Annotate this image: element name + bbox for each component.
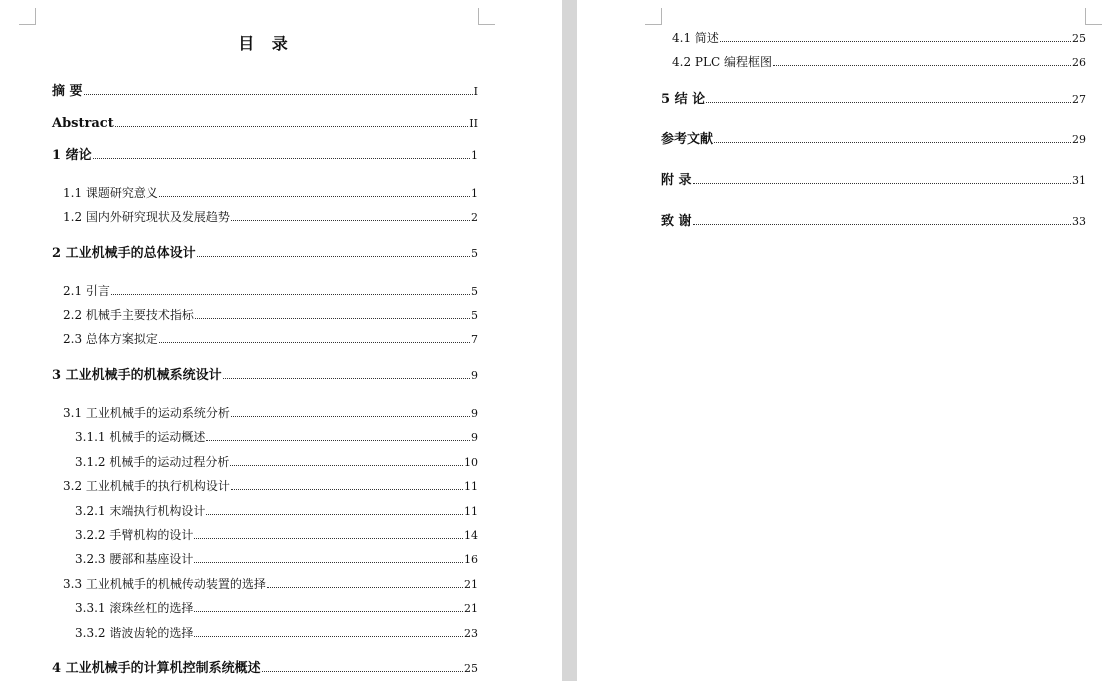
toc-entry-appendix[interactable]: 附 录 31 bbox=[661, 173, 1086, 188]
toc-entry-3-2-1[interactable]: 3.2.1 末端执行机构设计 11 bbox=[75, 504, 478, 518]
toc-entry-3-2[interactable]: 3.2 工业机械手的执行机构设计 11 bbox=[63, 479, 478, 493]
toc-leader bbox=[231, 479, 463, 490]
page-gutter bbox=[562, 0, 577, 681]
toc-entry-3-2-3[interactable]: 3.2.3 腰部和基座设计 16 bbox=[75, 552, 478, 566]
toc-entry-2-2[interactable]: 2.2 机械手主要技术指标 5 bbox=[63, 308, 478, 322]
toc-entry-3-3-2[interactable]: 3.3.2 谐波齿轮的选择 23 bbox=[75, 626, 478, 640]
toc-entry-chapter-1[interactable]: 1 绪论 1 bbox=[52, 148, 478, 163]
toc-leader bbox=[111, 284, 470, 295]
toc-leader bbox=[773, 55, 1071, 66]
crop-mark-top-right bbox=[478, 8, 495, 25]
toc-entry-acknowledgements[interactable]: 致 谢 33 bbox=[661, 214, 1086, 229]
toc-leader bbox=[262, 661, 463, 672]
toc-entry-references[interactable]: 参考文献 29 bbox=[661, 132, 1086, 147]
toc-leader bbox=[194, 528, 463, 539]
toc-entry-chapter-5[interactable]: 5 结 论 27 bbox=[661, 92, 1086, 107]
toc-entry-2-1[interactable]: 2.1 引言 5 bbox=[63, 284, 478, 298]
toc-entry-chapter-4[interactable]: 4 工业机械手的计算机控制系统概述 25 bbox=[52, 661, 478, 676]
toc-entry-3-1[interactable]: 3.1 工业机械手的运动系统分析 9 bbox=[63, 406, 478, 420]
toc-entry-3-1-2[interactable]: 3.1.2 机械手的运动过程分析 10 bbox=[75, 455, 478, 469]
toc-entry-3-2-2[interactable]: 3.2.2 手臂机构的设计 14 bbox=[75, 528, 478, 542]
toc-leader bbox=[223, 368, 470, 379]
toc-entry-chapter-3[interactable]: 3 工业机械手的机械系统设计 9 bbox=[52, 368, 478, 383]
toc-entry-1-2[interactable]: 1.2 国内外研究现状及发展趋势 2 bbox=[63, 210, 478, 224]
crop-mark-top-left bbox=[19, 8, 36, 25]
toc-entry-2-3[interactable]: 2.3 总体方案拟定 7 bbox=[63, 332, 478, 346]
toc-leader bbox=[159, 332, 470, 343]
toc-entry-1-1[interactable]: 1.1 课题研究意义 1 bbox=[63, 186, 478, 200]
toc-leader bbox=[693, 173, 1071, 184]
toc-leader bbox=[115, 116, 469, 127]
toc-entry-3-1-1[interactable]: 3.1.1 机械手的运动概述 9 bbox=[75, 430, 478, 444]
toc-entry-4-1[interactable]: 4.1 简述 25 bbox=[672, 31, 1086, 45]
toc-leader bbox=[206, 430, 470, 441]
toc-entry-chapter-2[interactable]: 2 工业机械手的总体设计 5 bbox=[52, 246, 478, 261]
crop-mark-top-right bbox=[1085, 8, 1102, 25]
toc-title: 目 录 bbox=[238, 34, 294, 53]
toc-entry-abstract-cn[interactable]: 摘 要 I bbox=[52, 84, 478, 99]
toc-entry-3-3[interactable]: 3.3 工业机械手的机械传动装置的选择 21 bbox=[63, 577, 478, 591]
toc-leader bbox=[206, 504, 463, 515]
toc-leader bbox=[693, 214, 1071, 225]
document-page-right bbox=[577, 0, 1118, 681]
toc-entry-abstract-en[interactable]: Abstract II bbox=[52, 116, 478, 131]
toc-entry-3-3-1[interactable]: 3.3.1 滚珠丝杠的选择 21 bbox=[75, 601, 478, 615]
toc-leader bbox=[230, 455, 463, 466]
toc-leader bbox=[231, 406, 470, 417]
crop-mark-top-left bbox=[645, 8, 662, 25]
toc-leader bbox=[720, 31, 1071, 42]
toc-leader bbox=[194, 601, 463, 612]
toc-leader bbox=[231, 210, 470, 221]
toc-leader bbox=[267, 577, 463, 588]
toc-leader bbox=[159, 186, 470, 197]
toc-leader bbox=[93, 148, 470, 159]
toc-leader bbox=[194, 626, 463, 637]
toc-leader bbox=[714, 132, 1071, 143]
toc-leader bbox=[197, 246, 470, 257]
toc-leader bbox=[706, 92, 1071, 103]
toc-leader bbox=[195, 308, 470, 319]
toc-leader bbox=[194, 552, 463, 563]
toc-leader bbox=[84, 84, 473, 95]
toc-entry-4-2[interactable]: 4.2 PLC 编程框图 26 bbox=[672, 55, 1086, 69]
